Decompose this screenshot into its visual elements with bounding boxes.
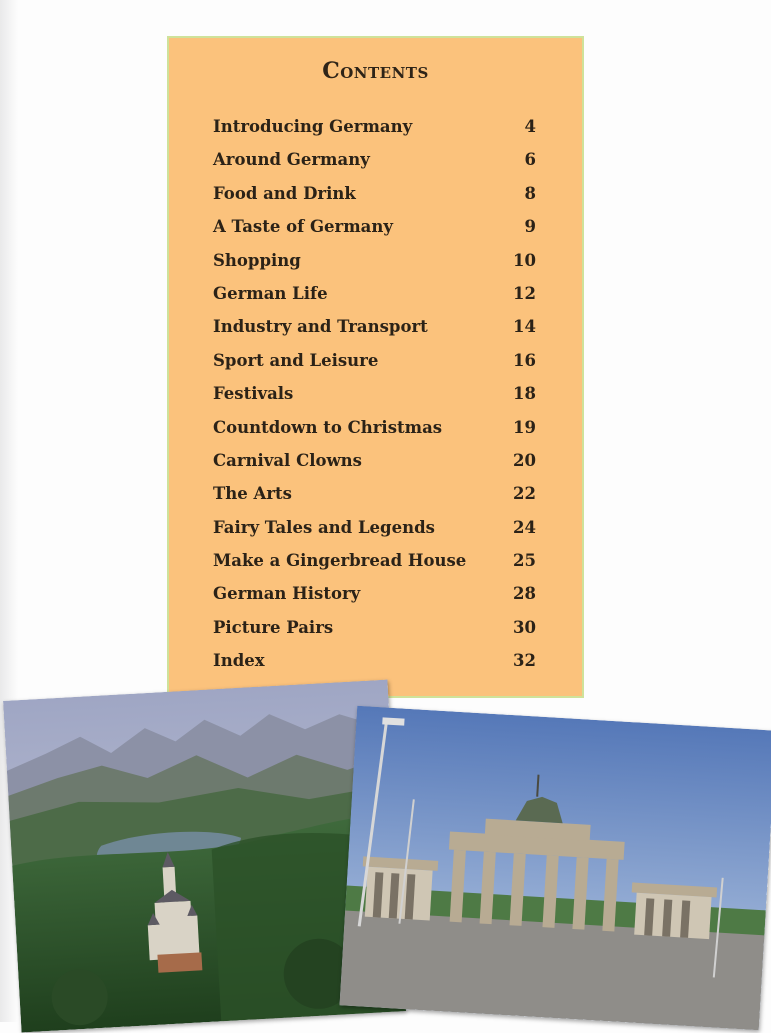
toc-list	[169, 111, 582, 679]
toc-entry	[169, 478, 582, 511]
toc-entry-page-number: 20	[513, 450, 536, 470]
toc-entry-label: Sport and Leisure	[213, 350, 379, 370]
contents-title: Contents	[322, 58, 429, 84]
toc-entry-page-number: 32	[513, 651, 536, 671]
toc-entry-page-number: 12	[513, 283, 536, 303]
toc-entry	[169, 612, 582, 645]
toc-entry-label: Industry and Transport	[213, 317, 428, 337]
toc-entry-label: Picture Pairs	[213, 617, 334, 637]
toc-entry	[169, 345, 582, 378]
toc-entry-page-number: 24	[513, 517, 536, 537]
toc-entry-page-number: 8	[524, 183, 536, 203]
toc-entry-label: Food and Drink	[213, 183, 356, 203]
city-gate-plaza-photo	[339, 706, 771, 1030]
toc-entry	[169, 211, 582, 244]
toc-entry	[169, 645, 582, 678]
toc-entry-page-number: 18	[513, 384, 536, 404]
toc-entry-label: Fairy Tales and Legends	[213, 517, 435, 537]
toc-entry	[169, 545, 582, 578]
toc-entry-label: Index	[213, 651, 265, 671]
toc-entry	[169, 578, 582, 611]
toc-entry-label: Introducing Germany	[213, 117, 413, 136]
toc-entry	[169, 311, 582, 344]
toc-entry	[169, 111, 582, 144]
toc-entry-page-number: 10	[513, 250, 536, 270]
toc-entry	[169, 178, 582, 211]
toc-entry-page-number: 19	[513, 417, 536, 437]
toc-entry-page-number: 30	[513, 617, 536, 637]
toc-entry-label: Countdown to Christmas	[213, 417, 443, 437]
toc-entry-label: The Arts	[213, 484, 292, 504]
toc-entry-page-number: 16	[513, 350, 536, 370]
toc-entry	[169, 445, 582, 478]
toc-entry	[169, 144, 582, 177]
toc-entry-label: German History	[213, 584, 361, 604]
toc-entry-page-number: 6	[524, 150, 536, 170]
toc-entry-label: Around Germany	[213, 150, 370, 170]
toc-entry-label: Shopping	[213, 250, 301, 270]
toc-entry	[169, 245, 582, 278]
toc-entry-label: Make a Gingerbread House	[213, 551, 467, 571]
toc-entry	[169, 278, 582, 311]
toc-entry-label: Festivals	[213, 384, 294, 404]
toc-entry-page-number: 4	[524, 117, 536, 136]
toc-entry-page-number: 9	[524, 217, 536, 237]
toc-entry-page-number: 25	[513, 551, 536, 571]
toc-entry-page-number: 28	[513, 584, 536, 604]
toc-entry-page-number: 22	[513, 484, 536, 504]
toc-entry	[169, 378, 582, 411]
toc-entry-page-number: 14	[513, 317, 536, 337]
toc-entry-label: German Life	[213, 283, 328, 303]
toc-entry-label: Carnival Clowns	[213, 450, 362, 470]
toc-entry	[169, 412, 582, 445]
toc-entry	[169, 512, 582, 545]
toc-entry-label: A Taste of Germany	[213, 217, 393, 237]
contents-panel	[167, 36, 584, 698]
